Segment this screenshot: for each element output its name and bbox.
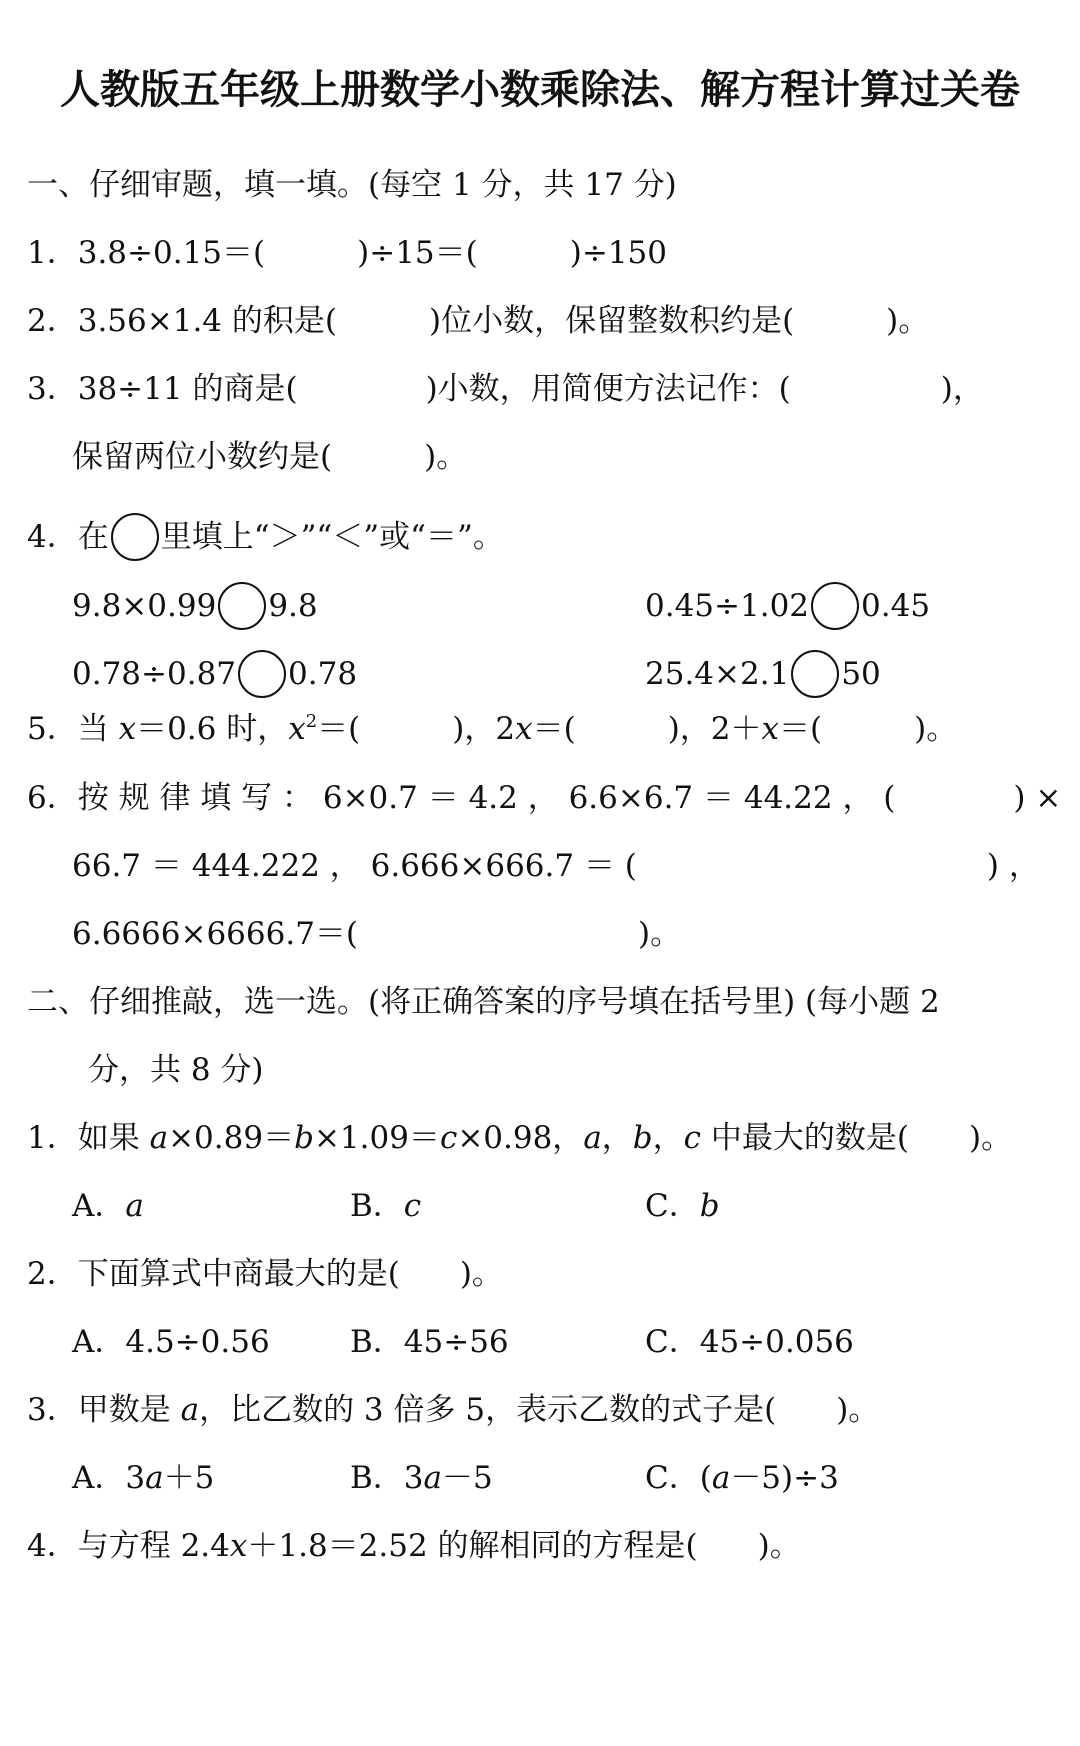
option-text: ＋5 (163, 1460, 215, 1496)
q-text: 与方程 2.4 (77, 1528, 230, 1564)
q-text: 下面算式中商最大的是( (77, 1256, 400, 1292)
q-text: )。 (424, 439, 468, 475)
variable-x: x (515, 711, 533, 747)
q-text: ， (652, 1120, 684, 1156)
compare-right: 9.8 (268, 588, 318, 624)
question-1-5 (27, 709, 957, 749)
q-text: )。 (757, 1528, 801, 1564)
variable-x: x (288, 711, 306, 747)
option-var: a (423, 1460, 442, 1496)
option-value: a (125, 1188, 144, 1224)
option-c[interactable] (645, 1186, 720, 1226)
exponent: 2 (305, 711, 318, 732)
compare-left: 9.8×0.99 (72, 588, 217, 624)
option-b[interactable]: B．45÷56 (350, 1324, 509, 1360)
q-num: 4． (27, 519, 78, 555)
q-num: 1． (27, 1120, 78, 1156)
question-1-3 (27, 369, 984, 409)
q-text: ＝0.6 时， (136, 711, 289, 747)
section2-heading: 二、仔细推敲，选一选。(将正确答案的序号填在括号里) (每小题 2 (27, 984, 940, 1020)
q-text: )。 (968, 1120, 1013, 1156)
option-var: a (711, 1460, 731, 1496)
q-text: 在 (77, 519, 109, 555)
section1-heading: 一、仔细审题，填一填。(每空 1 分，共 17 分) (27, 167, 677, 203)
q-text: 38÷11 的商是( (77, 371, 298, 407)
compare-right: 50 (841, 656, 881, 692)
variable-x: x (118, 711, 137, 747)
q-text: 保留两位小数约是( (72, 439, 333, 475)
question-2-2 (27, 1254, 503, 1294)
compare-item (645, 582, 930, 630)
option-b[interactable] (350, 1186, 421, 1226)
option-letter: C． (645, 1188, 700, 1224)
q-text: 当 (77, 711, 109, 747)
compare-right: 0.45 (861, 588, 931, 624)
variable-b: b (632, 1120, 653, 1156)
q-text: ，比乙数的 3 倍多 5，表示乙数的式子是( (199, 1392, 777, 1428)
q-text: )， (940, 371, 984, 407)
variable-a: a (149, 1120, 169, 1156)
q-num: 3． (27, 1392, 78, 1428)
variable-a: a (583, 1120, 602, 1156)
variable-x: x (761, 711, 780, 747)
compare-right: 0.78 (288, 656, 358, 692)
q-text: 里填上“＞”“＜”或“＝”。 (160, 519, 504, 555)
option-b[interactable] (350, 1458, 493, 1498)
q-num: 6． (27, 780, 78, 816)
q-text: )。 (914, 711, 958, 747)
variable-x: x (229, 1528, 248, 1564)
q-text: 3.8÷0.15＝( (77, 235, 266, 271)
compare-left: 0.78÷0.87 (72, 656, 237, 692)
circle-blank[interactable] (238, 650, 286, 698)
circle-blank (111, 513, 159, 561)
option-value: c (403, 1188, 422, 1224)
question-2-3 (27, 1390, 879, 1430)
option-text: －5)÷3 (730, 1460, 839, 1496)
q-text: ) ， (986, 848, 1040, 884)
q-text: )。 (459, 1256, 503, 1292)
question-1-4 (27, 513, 504, 561)
option-text: A．3 (72, 1460, 146, 1496)
option-a[interactable] (72, 1186, 144, 1226)
question-2-4 (27, 1526, 801, 1566)
q-text: 甲数是 (77, 1392, 181, 1428)
option-text: －5 (442, 1460, 493, 1496)
q-text: 按 规 律 填 写 ： 6×0.7 ＝ 4.2 ， 6.6×6.7 ＝ 44.22 ， ( (77, 780, 896, 816)
option-value: b (699, 1188, 720, 1224)
q-text: 66.7 ＝ 444.222 ， 6.666×666.7 ＝ ( (72, 848, 637, 884)
q-text: 中最大的数是( (701, 1120, 909, 1156)
section2-heading-cont: 分，共 8 分) (88, 1052, 264, 1088)
q-text: ＝( (317, 711, 361, 747)
q-text: ＝( (532, 711, 576, 747)
variable-c: c (683, 1120, 702, 1156)
option-a[interactable]: A．4.5÷0.56 (72, 1324, 270, 1360)
question-1-6 (27, 778, 1062, 818)
option-letter: B． (350, 1188, 404, 1224)
option-c[interactable]: C．45÷0.056 (645, 1324, 854, 1360)
q-text: )小数，用简便方法记作：( (425, 371, 791, 407)
q-num: 4． (27, 1528, 78, 1564)
q-text: )，2 (452, 711, 516, 747)
question-1-2 (27, 301, 929, 341)
q-text: ) × (1013, 780, 1062, 816)
question-1-6-cont2 (72, 914, 681, 954)
option-letter: A． (72, 1188, 126, 1224)
q-num: 3． (27, 371, 78, 407)
q-text: 6.6666×6666.7＝( (72, 916, 359, 952)
q-num: 5． (27, 711, 78, 747)
q-text: 如果 (77, 1120, 150, 1156)
option-text: C．( (645, 1460, 712, 1496)
q-text: )，2＋ (667, 711, 762, 747)
option-a[interactable] (72, 1458, 214, 1498)
q-text: )位小数，保留整数积约是( (428, 303, 795, 339)
q-num: 2． (27, 303, 78, 339)
compare-item (72, 650, 357, 698)
q-text: )÷15＝( (357, 235, 478, 271)
question-1-3-cont (72, 437, 467, 477)
q-text: ＝( (779, 711, 823, 747)
variable-c: c (439, 1120, 458, 1156)
q-num: 2． (27, 1256, 78, 1292)
q-text: )。 (638, 916, 682, 952)
q-text: ＋1.8＝2.52 的解相同的方程是( (247, 1528, 698, 1564)
q-text: ×0.98， (457, 1120, 584, 1156)
q-text: ， (601, 1120, 633, 1156)
q-text: )÷150 (569, 235, 667, 271)
circle-blank[interactable] (791, 650, 839, 698)
q-text: )。 (836, 1392, 880, 1428)
compare-left: 25.4×2.1 (645, 656, 790, 692)
compare-left: 0.45÷1.02 (645, 588, 810, 624)
page-title: 人教版五年级上册数学小数乘除法、解方程计算过关卷 (60, 67, 1020, 113)
question-2-1 (27, 1118, 1012, 1158)
circle-blank[interactable] (811, 582, 859, 630)
compare-item (72, 582, 318, 630)
q-text: ×0.89＝ (168, 1120, 295, 1156)
option-var: a (145, 1460, 164, 1496)
q-text: ×1.09＝ (313, 1120, 440, 1156)
variable-b: b (294, 1120, 314, 1156)
option-c[interactable] (645, 1458, 839, 1498)
option-text: B．3 (350, 1460, 424, 1496)
question-1-1 (27, 233, 667, 273)
q-text: )。 (886, 303, 930, 339)
question-1-6-cont (72, 846, 1040, 886)
q-num: 1． (27, 235, 78, 271)
compare-item (645, 650, 881, 698)
circle-blank[interactable] (218, 582, 266, 630)
variable-a: a (180, 1392, 200, 1428)
q-text: 3.56×1.4 的积是( (77, 303, 337, 339)
